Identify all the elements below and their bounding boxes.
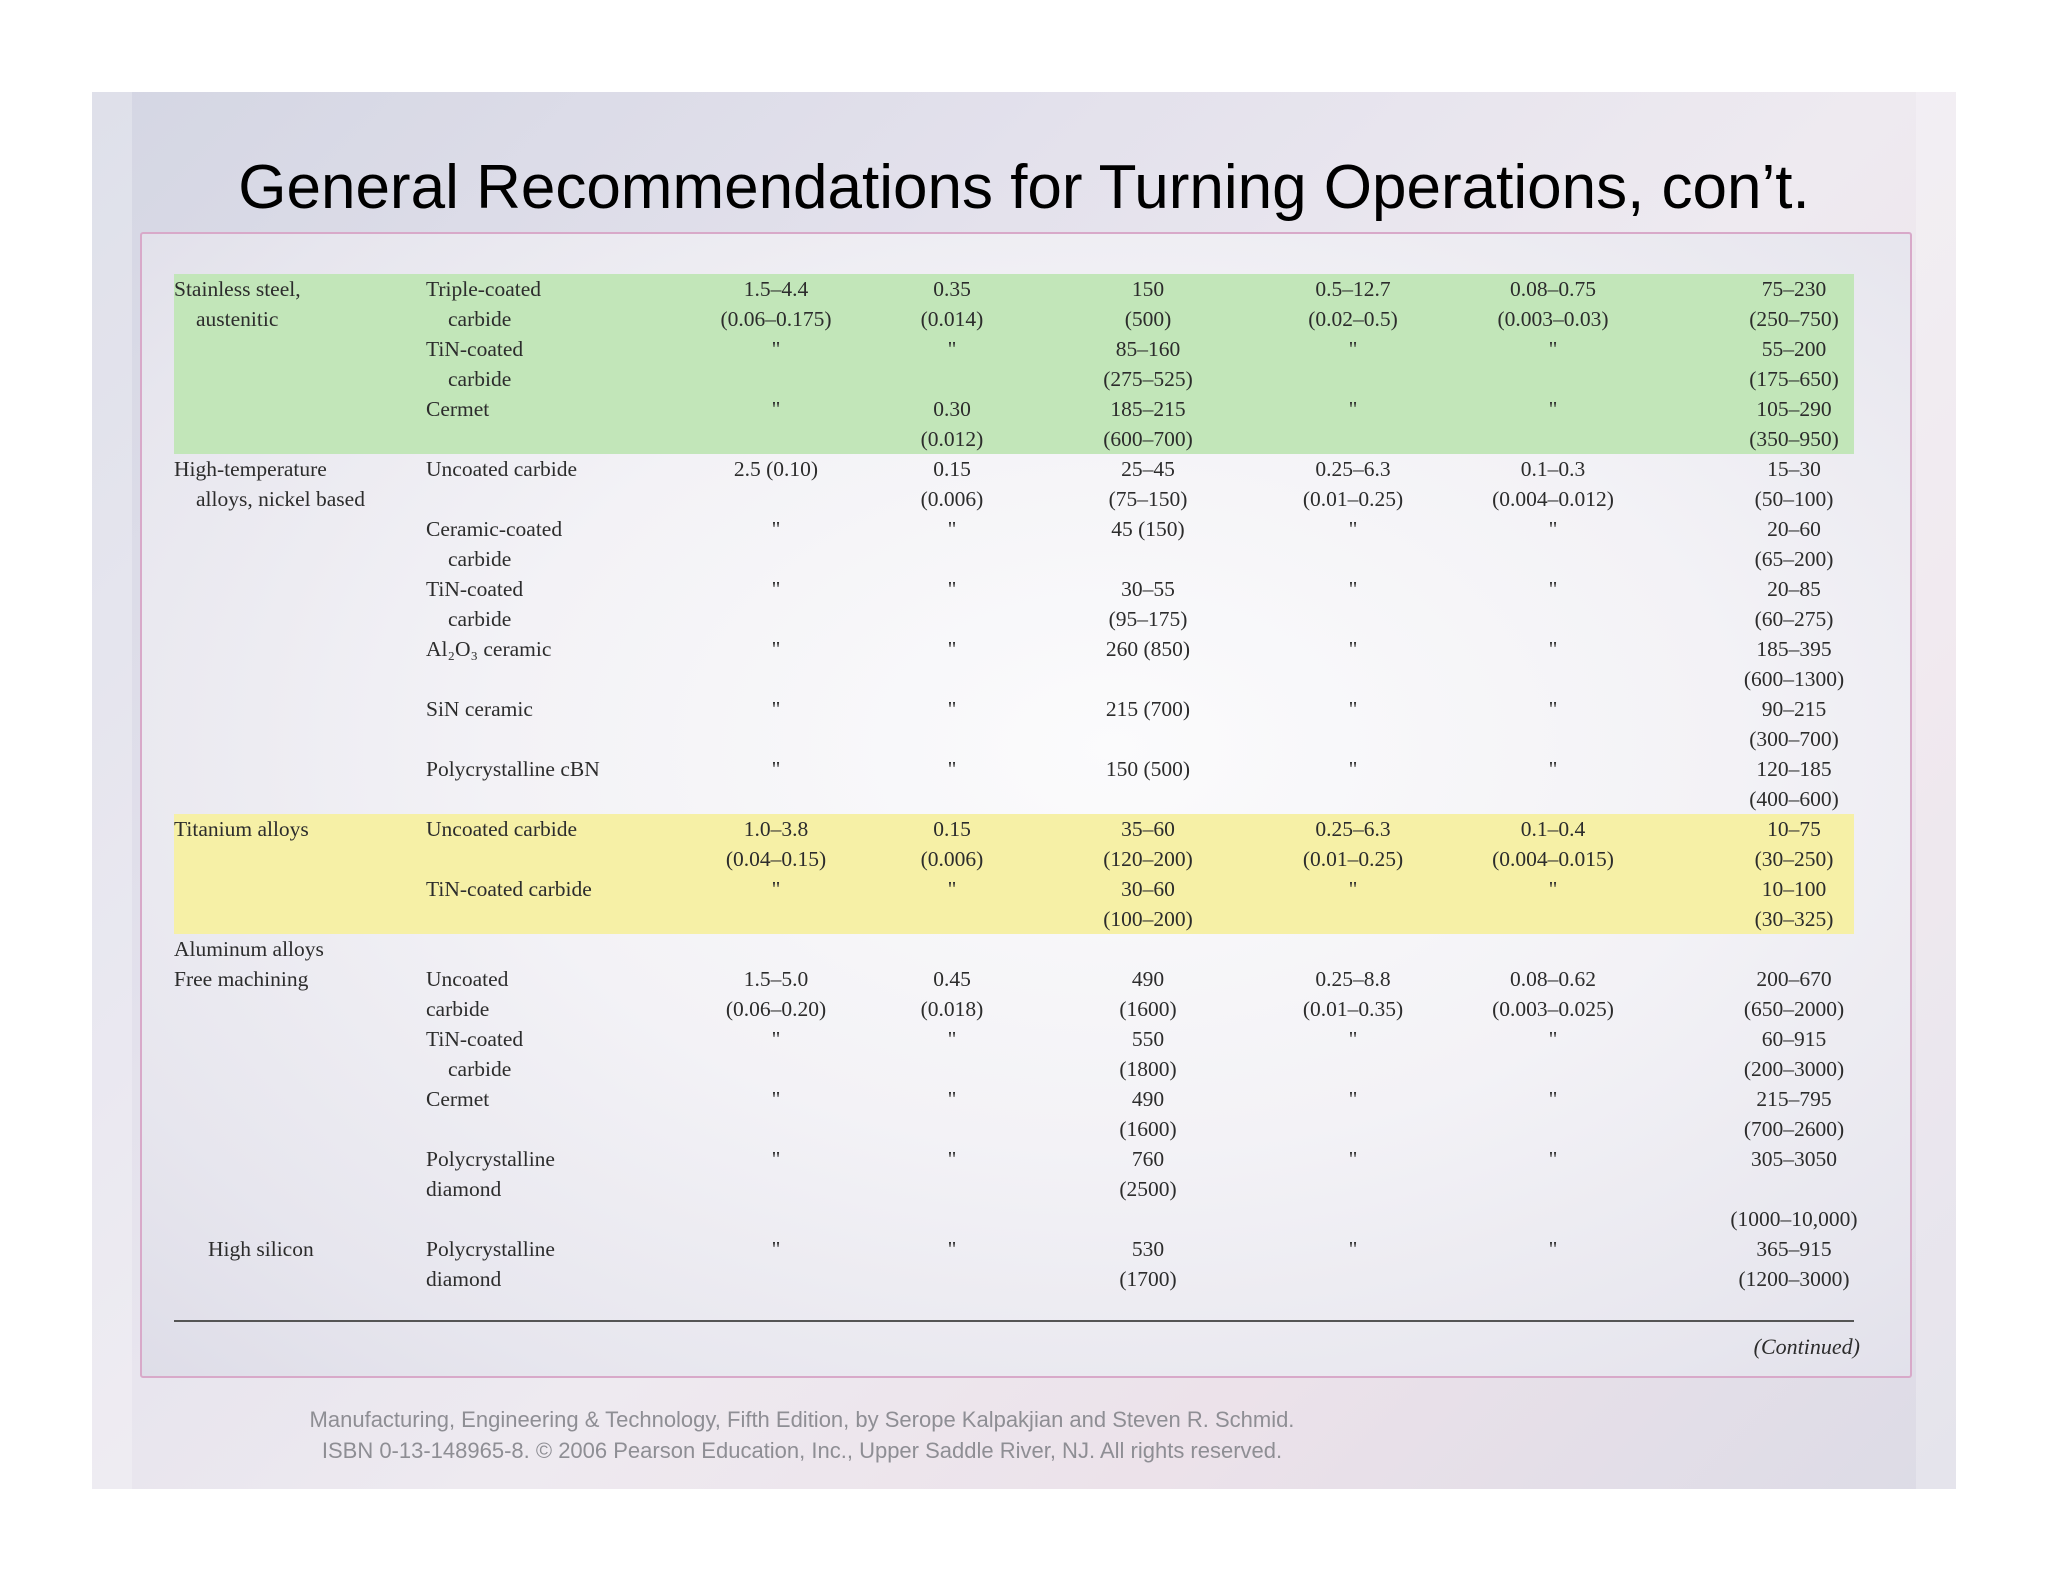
cell-feed-range: " (1548, 757, 1558, 781)
cell-depth-of-cut: " (771, 397, 781, 421)
cell-speed-range: (200–3000) (1743, 1057, 1845, 1081)
cell-feed: 0.15 (933, 817, 971, 841)
table-row (142, 574, 1910, 604)
cell-depth-range: " (1348, 577, 1358, 601)
cell-speed-range: 55–200 (1761, 337, 1827, 361)
cell-tool: Polycrystalline cBN (426, 757, 600, 781)
cell-depth-of-cut: " (771, 337, 781, 361)
cell-cutting-speed: 150 (500) (1105, 757, 1191, 781)
cell-feed-range: " (1548, 1147, 1558, 1171)
footer-citation (92, 1404, 1512, 1466)
cell-speed-range: (350–950) (1749, 427, 1839, 451)
cell-tool: TiN-coated (426, 1027, 524, 1051)
cell-cutting-speed: (275–525) (1103, 367, 1193, 391)
cell-depth-of-cut: 2.5 (0.10) (733, 457, 819, 481)
cell-depth-of-cut: (0.06–0.175) (720, 307, 832, 331)
cell-material: Free machining (174, 967, 309, 991)
cell-depth-range: " (1348, 1237, 1358, 1261)
cell-speed-range: (175–650) (1749, 367, 1839, 391)
cell-tool: Cermet (426, 1087, 490, 1111)
table-row (142, 1024, 1910, 1054)
table-row (142, 484, 1910, 514)
cell-feed: " (947, 337, 957, 361)
cell-feed-range: " (1548, 1087, 1558, 1111)
cell-material: Titanium alloys (174, 817, 309, 841)
cell-feed-range: " (1548, 697, 1558, 721)
cell-speed-range: (65–200) (1754, 547, 1834, 571)
table-row (142, 754, 1910, 784)
cell-feed: " (947, 877, 957, 901)
cell-depth-of-cut: (0.04–0.15) (725, 847, 827, 871)
table-row (142, 844, 1910, 874)
table-row (142, 1264, 1910, 1294)
cell-feed: 0.30 (933, 397, 971, 421)
cell-depth-of-cut: " (771, 1237, 781, 1261)
cell-feed-range: " (1548, 1027, 1558, 1051)
table-row (142, 514, 1910, 544)
cell-speed-range: 105–290 (1756, 397, 1832, 421)
cell-speed-range: 215–795 (1756, 1087, 1832, 1111)
cell-feed: 0.15 (933, 457, 971, 481)
cell-tool: diamond (426, 1177, 502, 1201)
cell-depth-range: " (1348, 397, 1358, 421)
cell-depth-range: " (1348, 517, 1358, 541)
cell-tool: carbide (448, 547, 512, 571)
cell-speed-range: (300–700) (1749, 727, 1839, 751)
cell-tool: Polycrystalline (426, 1237, 555, 1261)
cell-cutting-speed: 215 (700) (1105, 697, 1191, 721)
cell-feed-range: (0.004–0.015) (1492, 847, 1614, 871)
cell-feed: " (947, 1147, 957, 1171)
cell-feed: " (947, 637, 957, 661)
cell-cutting-speed: (1800) (1119, 1057, 1177, 1081)
cell-tool: Al₂O₃ ceramic (426, 637, 552, 661)
cell-depth-range: " (1348, 1027, 1358, 1051)
cell-depth-of-cut: " (771, 697, 781, 721)
cell-tool: TiN-coated (426, 577, 524, 601)
table-row (142, 394, 1910, 424)
cell-cutting-speed: (95–175) (1108, 607, 1188, 631)
cell-feed: " (947, 697, 957, 721)
cell-feed-range: " (1548, 877, 1558, 901)
cell-cutting-speed: 530 (1131, 1237, 1165, 1261)
cell-cutting-speed: 760 (1131, 1147, 1165, 1171)
table-row (142, 934, 1910, 964)
cell-material: High silicon (208, 1237, 314, 1261)
cell-depth-of-cut: 1.5–4.4 (743, 277, 809, 301)
cell-speed-range: (30–325) (1754, 907, 1834, 931)
cell-speed-range: 90–215 (1761, 697, 1827, 721)
cell-feed-range: " (1548, 517, 1558, 541)
cell-feed: (0.006) (920, 487, 984, 511)
cell-material: Stainless steel, (174, 277, 301, 301)
cell-cutting-speed: 490 (1131, 967, 1165, 991)
cell-cutting-speed: 30–60 (1121, 877, 1175, 901)
cell-feed-range: (0.003–0.025) (1492, 997, 1614, 1021)
cell-cutting-speed: (1600) (1119, 1117, 1177, 1141)
cell-tool: Cermet (426, 397, 490, 421)
cell-feed-range: " (1548, 1237, 1558, 1261)
cell-depth-range: " (1348, 637, 1358, 661)
continued-note: (Continued) (1753, 1334, 1860, 1359)
cell-speed-range: 60–915 (1761, 1027, 1827, 1051)
cell-cutting-speed: 490 (1131, 1087, 1165, 1111)
cell-cutting-speed: (2500) (1119, 1177, 1177, 1201)
table-row (142, 604, 1910, 634)
cell-speed-range: (50–100) (1754, 487, 1834, 511)
table-row (142, 1054, 1910, 1084)
table-row (142, 304, 1910, 334)
cell-tool: carbide (448, 607, 512, 631)
cell-depth-of-cut: (0.06–0.20) (725, 997, 827, 1021)
cell-feed-range: 0.08–0.62 (1510, 967, 1596, 991)
cell-cutting-speed: 25–45 (1121, 457, 1175, 481)
table-row (142, 664, 1910, 694)
cell-tool: Ceramic-coated (426, 517, 563, 541)
cell-tool: Triple-coated (426, 277, 542, 301)
cell-tool: Uncoated (426, 967, 509, 991)
cell-speed-range: 185–395 (1756, 637, 1832, 661)
cell-cutting-speed: 260 (850) (1105, 637, 1191, 661)
cell-feed: 0.35 (933, 277, 971, 301)
cell-depth-of-cut: " (771, 1147, 781, 1171)
cell-depth-range: (0.01–0.35) (1302, 997, 1404, 1021)
cell-tool: carbide (426, 997, 490, 1021)
cell-feed: " (947, 1027, 957, 1051)
table-row (142, 724, 1910, 754)
cell-cutting-speed: (600–700) (1103, 427, 1193, 451)
cell-feed-range: " (1548, 577, 1558, 601)
cell-feed-range: " (1548, 637, 1558, 661)
cell-cutting-speed: (100–200) (1103, 907, 1193, 931)
footer-line-1: Manufacturing, Engineering & Technology, Fifth Edition, by Serope Kalpakjian and Steven R. Schmid. (309, 1407, 1295, 1432)
table-row (142, 814, 1910, 844)
table-image-panel (140, 232, 1912, 1378)
table-row (142, 874, 1910, 904)
cell-depth-range: " (1348, 697, 1358, 721)
cell-tool: Polycrystalline (426, 1147, 555, 1171)
cell-feed: " (947, 577, 957, 601)
cell-depth-range: " (1348, 1147, 1358, 1171)
cell-cutting-speed: 45 (150) (1111, 517, 1185, 541)
cell-depth-of-cut: " (771, 637, 781, 661)
cell-speed-range: 200–670 (1756, 967, 1832, 991)
cell-speed-range: (30–250) (1754, 847, 1834, 871)
table-bottom-rule (174, 1320, 1854, 1322)
table-row (142, 424, 1910, 454)
cell-depth-of-cut: 1.5–5.0 (743, 967, 809, 991)
table-row (142, 1204, 1910, 1234)
cell-depth-range: 0.25–8.8 (1315, 967, 1391, 991)
cell-feed: " (947, 757, 957, 781)
cell-feed: " (947, 1087, 957, 1111)
cell-feed: (0.018) (920, 997, 984, 1021)
cell-speed-range: 365–915 (1756, 1237, 1832, 1261)
cell-cutting-speed: (120–200) (1103, 847, 1193, 871)
table-row (142, 1084, 1910, 1114)
cell-speed-range: 20–60 (1767, 517, 1821, 541)
cell-speed-range: (1000–10,000) (1730, 1207, 1858, 1231)
cell-cutting-speed: 85–160 (1115, 337, 1181, 361)
recommendations-table (142, 234, 1910, 1376)
cell-depth-of-cut: " (771, 1027, 781, 1051)
cell-depth-range: " (1348, 877, 1358, 901)
cell-tool: diamond (426, 1267, 502, 1291)
cell-tool: carbide (448, 1057, 512, 1081)
table-row (142, 454, 1910, 484)
cell-depth-range: 0.25–6.3 (1315, 457, 1391, 481)
cell-material: Aluminum alloys (174, 937, 324, 961)
cell-tool: Uncoated carbide (426, 457, 578, 481)
cell-depth-range: (0.01–0.25) (1302, 487, 1404, 511)
cell-depth-of-cut: " (771, 517, 781, 541)
table-row (142, 634, 1910, 664)
table-row (142, 544, 1910, 574)
table-row (142, 364, 1910, 394)
cell-depth-range: (0.01–0.25) (1302, 847, 1404, 871)
cell-tool: Uncoated carbide (426, 817, 578, 841)
cell-feed-range: " (1548, 397, 1558, 421)
cell-depth-range: " (1348, 337, 1358, 361)
cell-speed-range: (400–600) (1749, 787, 1839, 811)
table-row (142, 1174, 1910, 1204)
cell-cutting-speed: 150 (1131, 277, 1165, 301)
table-row (142, 694, 1910, 724)
cell-depth-range: " (1348, 757, 1358, 781)
cell-speed-range: 10–100 (1761, 877, 1827, 901)
cell-depth-of-cut: " (771, 1087, 781, 1111)
cell-speed-range: (250–750) (1749, 307, 1839, 331)
table-row (142, 274, 1910, 304)
cell-speed-range: (650–2000) (1743, 997, 1845, 1021)
cell-cutting-speed: (500) (1124, 307, 1172, 331)
cell-depth-range: 0.25–6.3 (1315, 817, 1391, 841)
cell-speed-range: 15–30 (1767, 457, 1821, 481)
cell-tool: TiN-coated (426, 337, 524, 361)
cell-tool: SiN ceramic (426, 697, 533, 721)
cell-cutting-speed: (75–150) (1108, 487, 1188, 511)
cell-cutting-speed: (1700) (1119, 1267, 1177, 1291)
cell-cutting-speed: (1600) (1119, 997, 1177, 1021)
cell-depth-of-cut: " (771, 577, 781, 601)
table-row (142, 1144, 1910, 1174)
cell-cutting-speed: 35–60 (1121, 817, 1175, 841)
cell-depth-range: (0.02–0.5) (1308, 307, 1398, 331)
cell-feed: (0.012) (920, 427, 984, 451)
cell-feed: " (947, 517, 957, 541)
cell-feed-range: (0.003–0.03) (1497, 307, 1609, 331)
cell-tool: carbide (448, 367, 512, 391)
cell-speed-range: (700–2600) (1743, 1117, 1845, 1141)
cell-speed-range: 305–3050 (1751, 1147, 1837, 1171)
cell-speed-range: 10–75 (1767, 817, 1821, 841)
cell-feed: 0.45 (933, 967, 971, 991)
cell-speed-range: 120–185 (1756, 757, 1832, 781)
cell-feed: (0.014) (920, 307, 984, 331)
cell-cutting-speed: 185–215 (1110, 397, 1186, 421)
cell-feed-range: 0.1–0.4 (1520, 817, 1586, 841)
table-row (142, 1234, 1910, 1264)
cell-tool: TiN-coated carbide (426, 877, 592, 901)
cell-feed-range: 0.08–0.75 (1510, 277, 1596, 301)
cell-feed: (0.006) (920, 847, 984, 871)
cell-feed-range: 0.1–0.3 (1520, 457, 1586, 481)
cell-depth-of-cut: " (771, 877, 781, 901)
slide-background (92, 92, 1956, 1489)
cell-cutting-speed: 30–55 (1121, 577, 1175, 601)
cell-feed-range: " (1548, 337, 1558, 361)
cell-depth-range: 0.5–12.7 (1315, 277, 1391, 301)
cell-depth-of-cut: " (771, 757, 781, 781)
table-row (142, 994, 1910, 1024)
cell-speed-range: (600–1300) (1743, 667, 1845, 691)
cell-material: High-temperature (174, 457, 327, 481)
cell-speed-range: 75–230 (1761, 277, 1827, 301)
cell-cutting-speed: 550 (1131, 1027, 1165, 1051)
table-row (142, 1114, 1910, 1144)
footer-line-2: ISBN 0-13-148965-8. © 2006 Pearson Education, Inc., Upper Saddle River, NJ. All rights reserved. (321, 1438, 1283, 1463)
cell-speed-range: (1200–3000) (1738, 1267, 1850, 1291)
cell-depth-range: " (1348, 1087, 1358, 1111)
cell-depth-of-cut: 1.0–3.8 (743, 817, 809, 841)
table-row (142, 784, 1910, 814)
slide-title: General Recommendations for Turning Operations, con’t. (238, 153, 1810, 222)
table-row (142, 964, 1910, 994)
cell-speed-range: (60–275) (1754, 607, 1834, 631)
cell-material: alloys, nickel based (196, 487, 365, 511)
cell-feed-range: (0.004–0.012) (1492, 487, 1614, 511)
cell-tool: carbide (448, 307, 512, 331)
cell-feed: " (947, 1237, 957, 1261)
cell-speed-range: 20–85 (1767, 577, 1821, 601)
table-row (142, 904, 1910, 934)
table-row (142, 334, 1910, 364)
cell-material: austenitic (196, 307, 279, 331)
